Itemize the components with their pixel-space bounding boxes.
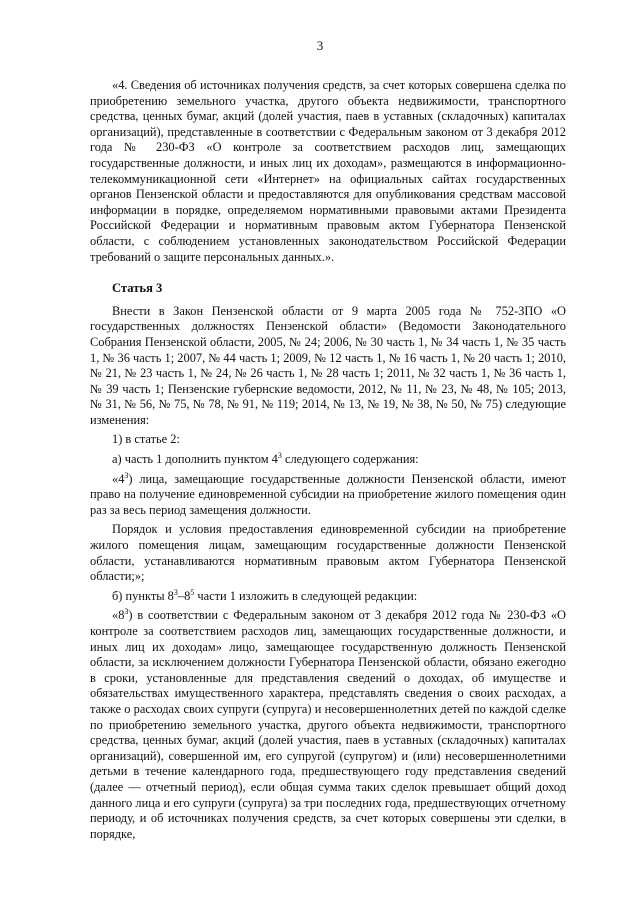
paragraph-4: «4. Сведения об источниках получения средств, за счет которых совершена сделка по приобретению земельного участка, другого объекта недвижимости, транспортного средства, ценных бумаг, акций (долей участия, паев в уставных (складочных) капиталах организаций), представленные в соответствии с Федеральным законом от 3 декабря 2012 года № 230-ФЗ «О контроле за соответствием расходов лиц, замещающих государственные должности, и иных лиц их доходам», размещаются в информационно-телекоммуникационной сети «Интернет» на официальных сайтах государственных органов Пензенской области и предоставляются для опубликования средствам массовой информации в порядке, определяемом нормативными правовыми актами Президента Российской Федерации и нормативным правовым актом Губернатора Пензенской области, с соблюдением установленных законодательством Российской Федерации требований о защите персональных данных.». bbox=[90, 78, 566, 264]
subsidy-order-paragraph: Порядок и условия предоставления единовременной субсидии на приобретение жилого помещения лицам, замещающим государственные должности Пензенской области, устанавливаются нормативным правовым актом Губернатора Пензенской области;»; bbox=[90, 522, 566, 584]
item-a: а) часть 1 дополнить пунктом $4^3$ следующего содержания: bbox=[112, 450, 419, 467]
item-b: б) пункты $8^3-8^5$ части 1 изложить в следующей редакции: bbox=[112, 587, 418, 603]
item-1: 1) в статье 2: bbox=[112, 432, 180, 447]
page-number: 3 bbox=[316, 38, 324, 53]
quote-point-4-3: «$4^3$) лица, замещающие государственные должности Пензенской области, имеют право на получение единовременной субсидии на приобретение жилого помещения один раз за весь период замещения должности. bbox=[90, 470, 566, 517]
quote-point-8-3: «$8^3$) в соответствии с Федеральным законом от 3 декабря 2012 года № 230-ФЗ «О контроле за соответствием расходов лиц, замещающих государственные должности, и иных лиц их доходам» лицо, замещающее государственную должность Пензенской области, за исключением должности Губернатора Пензенской области, обязано ежегодно в сроки, установленные для представления сведений о доходах, об имуществе и обязательствах имущественного характера, представлять сведения о своих расходах, а также о расходах своих супруги (супруга) и несовершеннолетних детей по каждой сделке по приобретению земельного участка, другого объекта недвижимости, транспортного средства, ценных бумаг, акций (долей участия, паев в уставных (складочных) капиталах организаций), совершенной им, его супругой (супругом) и (или) несовершеннолетними детьми в течение календарного года, предшествующего году представления сведений (далее — отчетный период), если общая сумма таких сделок превышает общий доход данного лица и его супруги (супруга) за три последних года, предшествующих отчетному периоду, и об источниках получения средств, за счет которых совершены эти сделки, в порядке, bbox=[90, 607, 566, 841]
article-3-intro: Внести в Закон Пензенской области от 9 марта 2005 года № 752-ЗПО «О государственных должностях Пензенской области» (Ведомости Законодательного Собрания Пензенской области, 2005, № 24; 2006, № 30 часть 1, № 34 часть 1, № 35 часть 1, № 36 часть 1; 2007, № 44 часть 1; 2009, № 12 часть 1, № 16 часть 1, № 20 часть 1; 2010, № 21, № 23 часть 1, № 24, № 26 часть 1, № 28 часть 1; 2011, № 32 часть 1, № 36 часть 1, № 39 часть 1; Пензенские губернские ведомости, 2012, № 11, № 23, № 48, № 105; 2013, № 31, № 56, № 75, № 78, № 91, № 119; 2014, № 13, № 19, № 38, № 50, № 75) следующие изменения: bbox=[90, 303, 566, 427]
article-3-title: Статья 3 bbox=[112, 281, 163, 296]
document-body bbox=[90, 78, 566, 842]
